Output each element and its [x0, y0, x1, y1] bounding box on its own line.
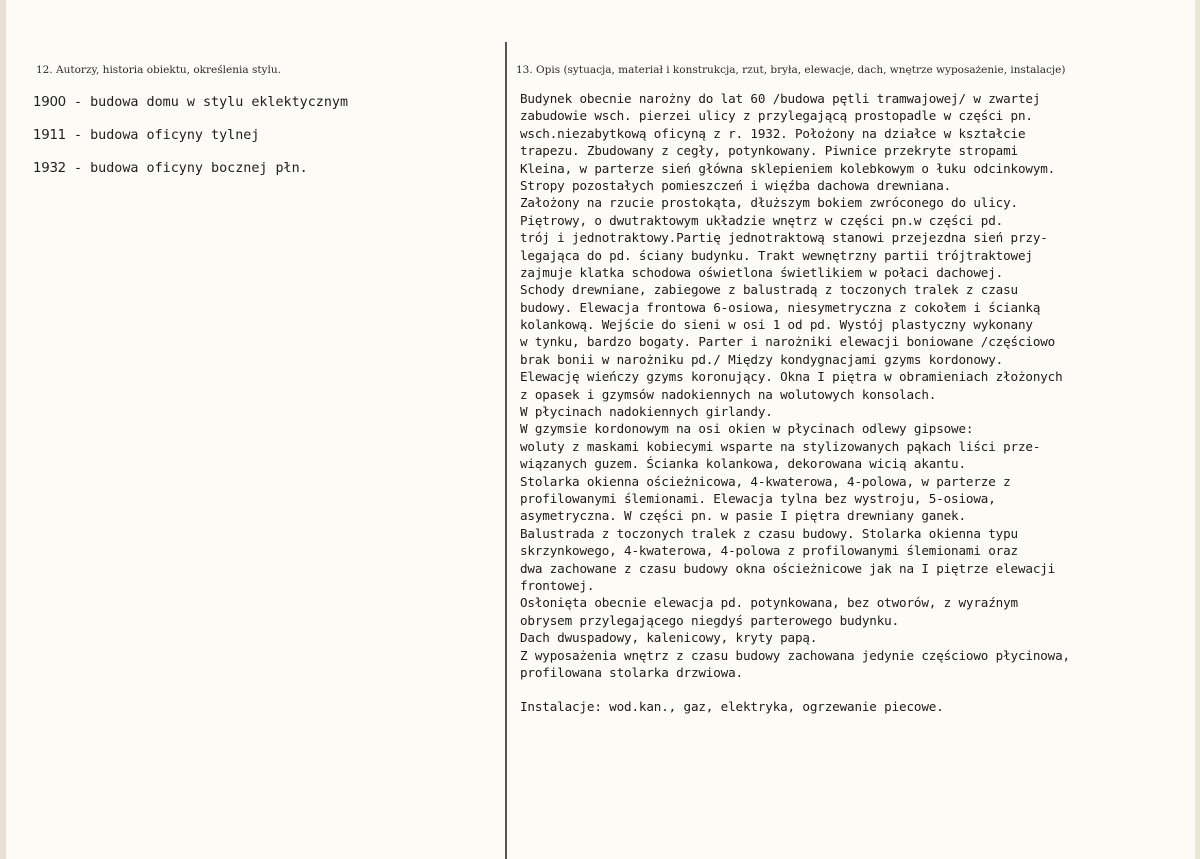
history-year: 1900 — [33, 95, 66, 110]
history-text: - budowa domu w stylu eklektycznym — [65, 95, 349, 110]
description-line: Osłonięta obecnie elewacja pd. potynkowana, bez otworów, z wyraźnym — [520, 595, 1018, 611]
description-line: budowy. Elewacja frontowa 6-osiowa, niesymetryczna z cokołem i ścianką — [520, 299, 1041, 315]
history-entry — [33, 127, 348, 160]
description-text — [520, 90, 1190, 715]
description-line: profilowanymi ślemionami. Elewacja tylna bez wystroju, 5-osiowa, — [520, 490, 996, 506]
description-line: woluty z maskami kobiecymi wsparte na stylizowanych pąkach liści prze- — [520, 438, 1041, 454]
description-line: Dach dwuspadowy, kalenicowy, kryty papą. — [520, 630, 818, 646]
description-line: profilowana stolarka drzwiowa. — [520, 664, 743, 680]
description-line: obrysem przylegającego niegdyś parterowego budynku. — [520, 612, 900, 628]
page-edge-right — [1195, 0, 1200, 859]
history-year: 1911 — [33, 128, 66, 143]
description-line: wiązanych guzem. Ścianka kolankowa, dekorowana wicią akantu. — [520, 456, 966, 472]
description-line: Schody drewniane, zabiegowe z balustradą z toczonych tralek z czasu — [520, 282, 1018, 298]
history-year: 1932 — [33, 161, 66, 176]
description-line: Z wyposażenia wnętrz z czasu budowy zachowana jedynie częściowo płycinowa, — [520, 647, 1070, 663]
description-line: trój i jednotraktowy.Partię jednotraktową stanowi przejezdna sień przy- — [520, 230, 1048, 246]
description-line: kolankową. Wejście do sieni w osi 1 od pd. Wystój plastyczny wykonany — [520, 317, 1033, 333]
history-text: - budowa oficyny tylnej — [65, 128, 260, 143]
description-line: trapezu. Zbudowany z cegły, potynkowany. Piwnice przekryte stropami — [520, 143, 1018, 159]
description-line: z opasek i gzymsów nadokiennych na wolutowych konsolach. — [520, 386, 937, 402]
description-line: zajmuje klatka schodowa oświetlona świetlikiem w połaci dachowej. — [520, 264, 1004, 280]
description-line: wsch.niezabytkową oficyną z r. 1932. Położony na działce w kształcie — [520, 125, 1026, 141]
description-line: Stropy pozostałych pomieszczeń i więźba dachowa drewniana. — [520, 177, 952, 193]
description-line: brak bonii w narożniku pd./ Między kondygnacjami gzyms kordonowy. — [520, 351, 1004, 367]
section-13-header: 13. Opis (sytuacja, materiał i konstrukcja, rzut, bryła, elewacje, dach, wnętrze wyposażenie, instalacje) — [516, 64, 1066, 76]
description-line: Elewację wieńczy gzyms koronujący. Okna I piętra w obramieniach złożonych — [520, 369, 1063, 385]
page-edge-left — [0, 0, 6, 859]
description-line-installations: Instalacje: wod.kan., gaz, elektryka, ogrzewanie piecowe. — [520, 699, 944, 715]
description-line: Założony na rzucie prostokąta, dłuższym bokiem zwróconego do ulicy. — [520, 195, 1018, 211]
description-line: frontowej. — [520, 577, 595, 593]
column-divider — [505, 42, 507, 859]
description-line: Piętrowy, o dwutraktowym układzie wnętrz w części pn.w części pd. — [520, 212, 1004, 228]
description-line: skrzynkowego, 4-kwaterowa, 4-polowa z profilowanymi ślemionami oraz — [520, 543, 1018, 559]
section-12-header: 12. Autorzy, historia obiektu, określenia stylu. — [36, 64, 281, 76]
history-entry — [33, 94, 348, 127]
description-line: W płycinach nadokiennych girlandy. — [520, 404, 773, 420]
description-line: zabudowie wsch. pierzei ulicy z przylegającą prostopadle w części pn. — [520, 108, 1033, 124]
description-line: W gzymsie kordonowym na osi okien w płycinach odlewy gipsowe: — [520, 421, 974, 437]
description-line: Budynek obecnie narożny do lat 60 /budowa pętli tramwajowej/ w zwartej — [520, 91, 1041, 106]
description-line: Kleina, w parterze sień główna sklepieniem kolebkowym o łuku odcinkowym. — [520, 160, 1056, 176]
description-line: w tynku, bardzo bogaty. Parter i narożniki elewacji boniowane /częściowo — [520, 334, 1056, 350]
history-text: - budowa oficyny bocznej płn. — [65, 161, 308, 176]
description-line: dwa zachowane z czasu budowy okna ościeżnicowe jak na I piętrze elewacji — [520, 560, 1056, 576]
history-entry — [33, 160, 348, 193]
description-line: Stolarka okienna ościeżnicowa, 4-kwaterowa, 4-polowa, w parterze z — [520, 473, 1011, 489]
description-line: legająca do pd. ściany budynku. Trakt wewnętrzny partii trójtraktowej — [520, 247, 1033, 263]
description-line: Balustrada z toczonych tralek z czasu budowy. Stolarka okienna typu — [520, 525, 1018, 541]
history-list — [33, 94, 348, 193]
description-line: asymetryczna. W części pn. w pasie I piętra drewniany ganek. — [520, 508, 966, 524]
